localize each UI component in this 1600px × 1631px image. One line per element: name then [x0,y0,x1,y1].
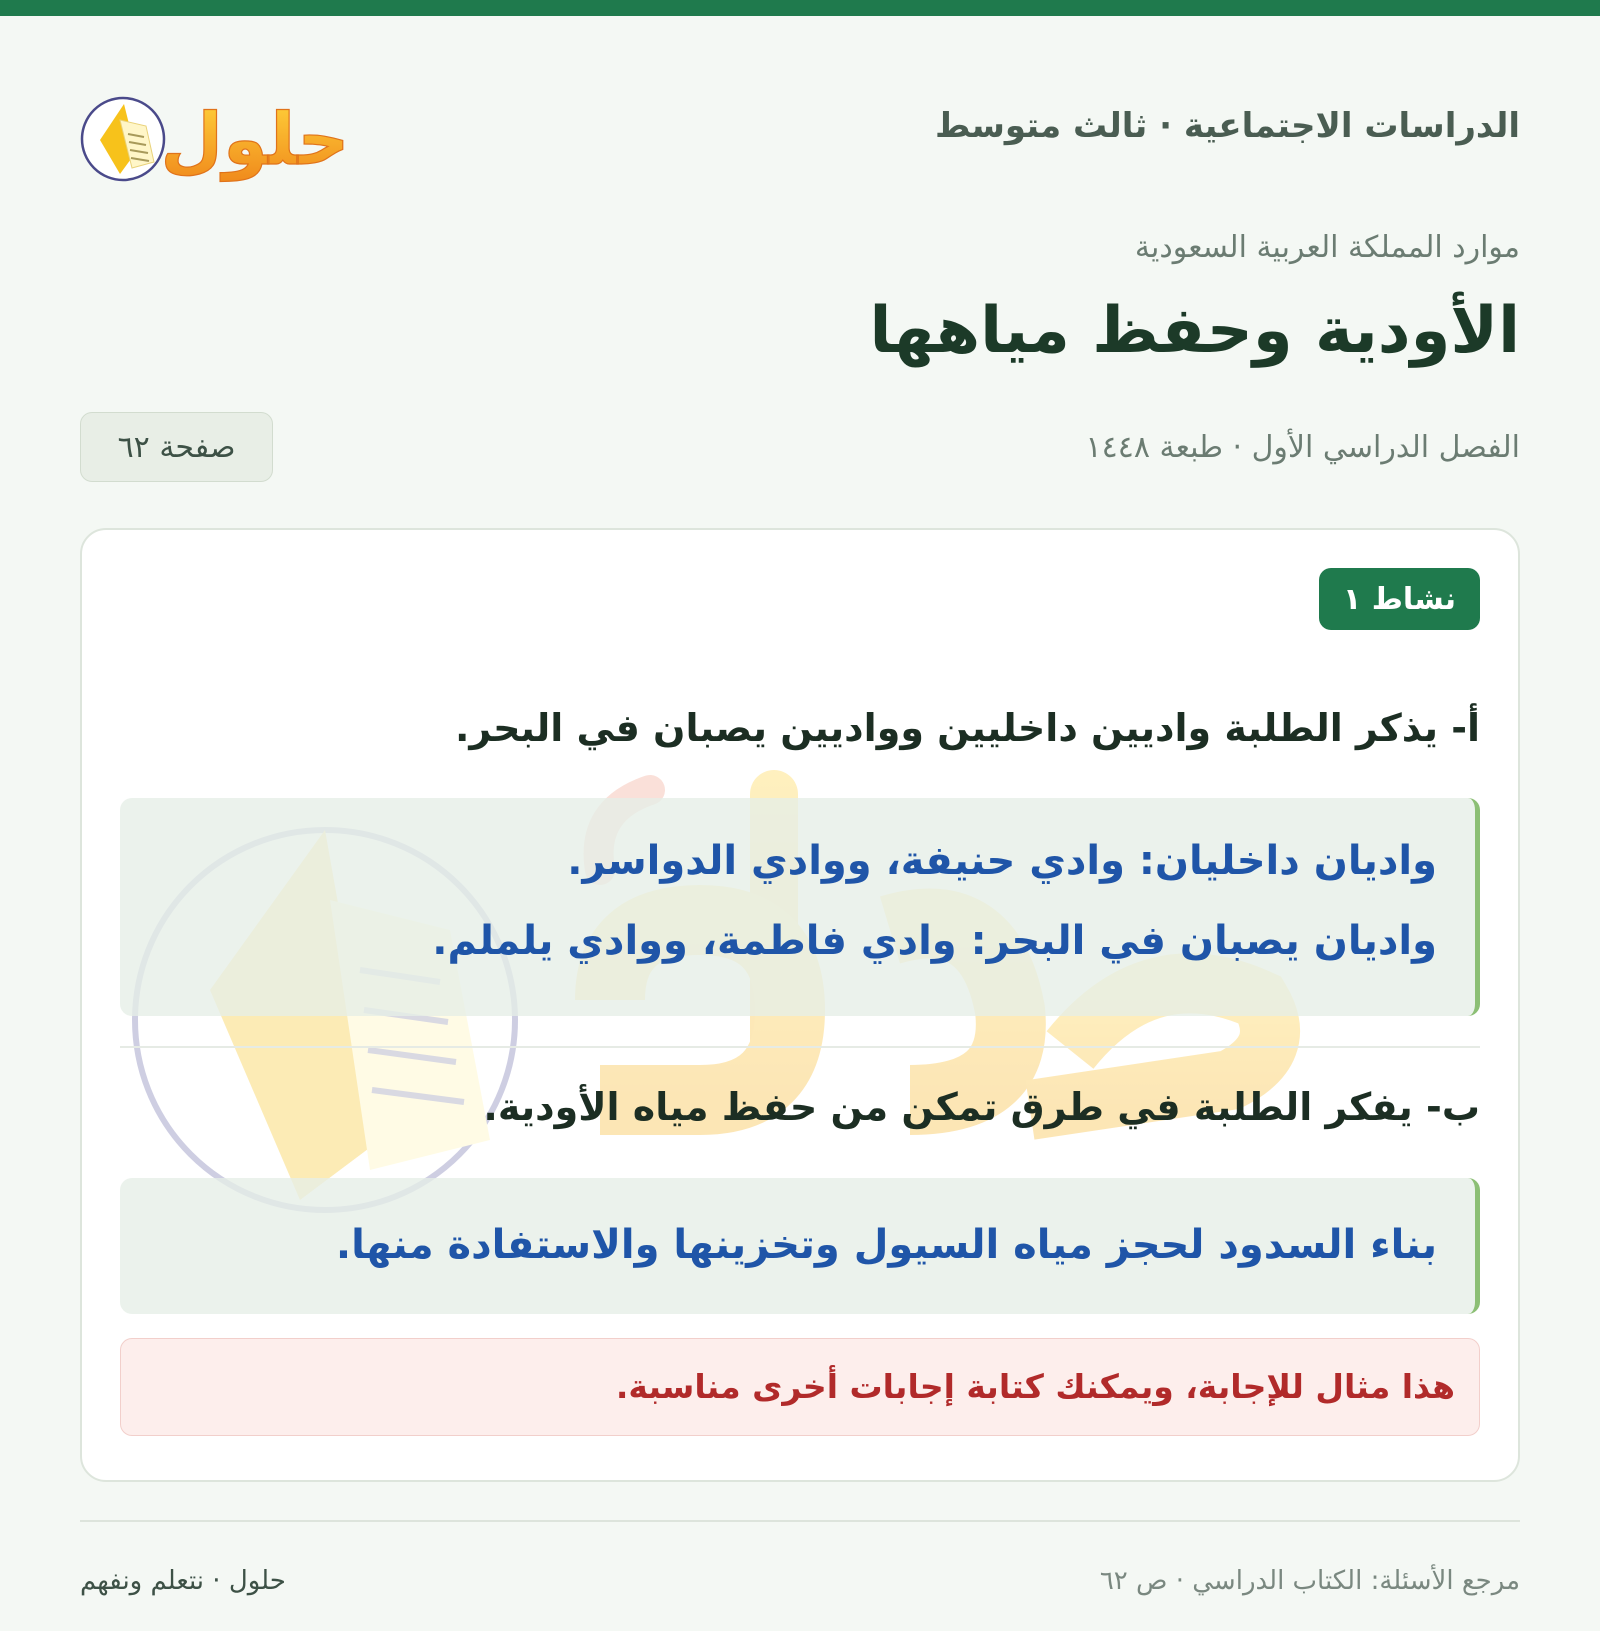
footer-reference: مرجع الأسئلة: الكتاب الدراسي · ص ٦٢ [1099,1566,1520,1596]
question-a: أ- يذكر الطلبة واديين داخليين وواديين يصبان في البحر. [455,706,1480,750]
question-b: ب- يفكر الطلبة في طرق تمكن من حفظ مياه الأودية. [483,1085,1480,1129]
activity-card [80,528,1520,1482]
header [80,70,1520,220]
subject-title: الدراسات الاجتماعية · ثالث متوسط [935,106,1520,146]
unit-title: موارد المملكة العربية السعودية [1134,230,1520,265]
answer-box-b [120,1178,1480,1314]
question-divider [120,1046,1480,1048]
logo-image [80,82,355,192]
lesson-title: الأودية وحفظ مياهها [869,294,1520,368]
hulul-logo[interactable] [80,82,355,192]
top-accent-bar [0,0,1600,16]
footer-divider [80,1520,1520,1522]
footer-brand[interactable]: حلول · نتعلم ونفهم [80,1566,286,1596]
example-answer-note [120,1338,1480,1436]
note-text: هذا مثال للإجابة، ويمكنك كتابة إجابات أخرى مناسبة. [615,1367,1455,1406]
answer-a-line-1: واديان داخليان: وادي حنيفة، ووادي الدواسر. [567,838,1437,884]
page-number-badge: صفحة ٦٢ [80,412,273,482]
page [80,16,1520,1631]
answer-b-line-1: بناء السدود لحجز مياه السيول وتخزينها والاستفادة منها. [335,1222,1437,1268]
activity-badge: نشاط ١ [1319,568,1480,630]
answer-a-line-2: واديان يصبان في البحر: وادي فاطمة، ووادي يلملم. [432,918,1437,964]
lesson-meta: الفصل الدراسي الأول · طبعة ١٤٤٨ [1085,430,1520,465]
answer-box-a [120,798,1480,1016]
logo-text: حلول [160,97,350,181]
